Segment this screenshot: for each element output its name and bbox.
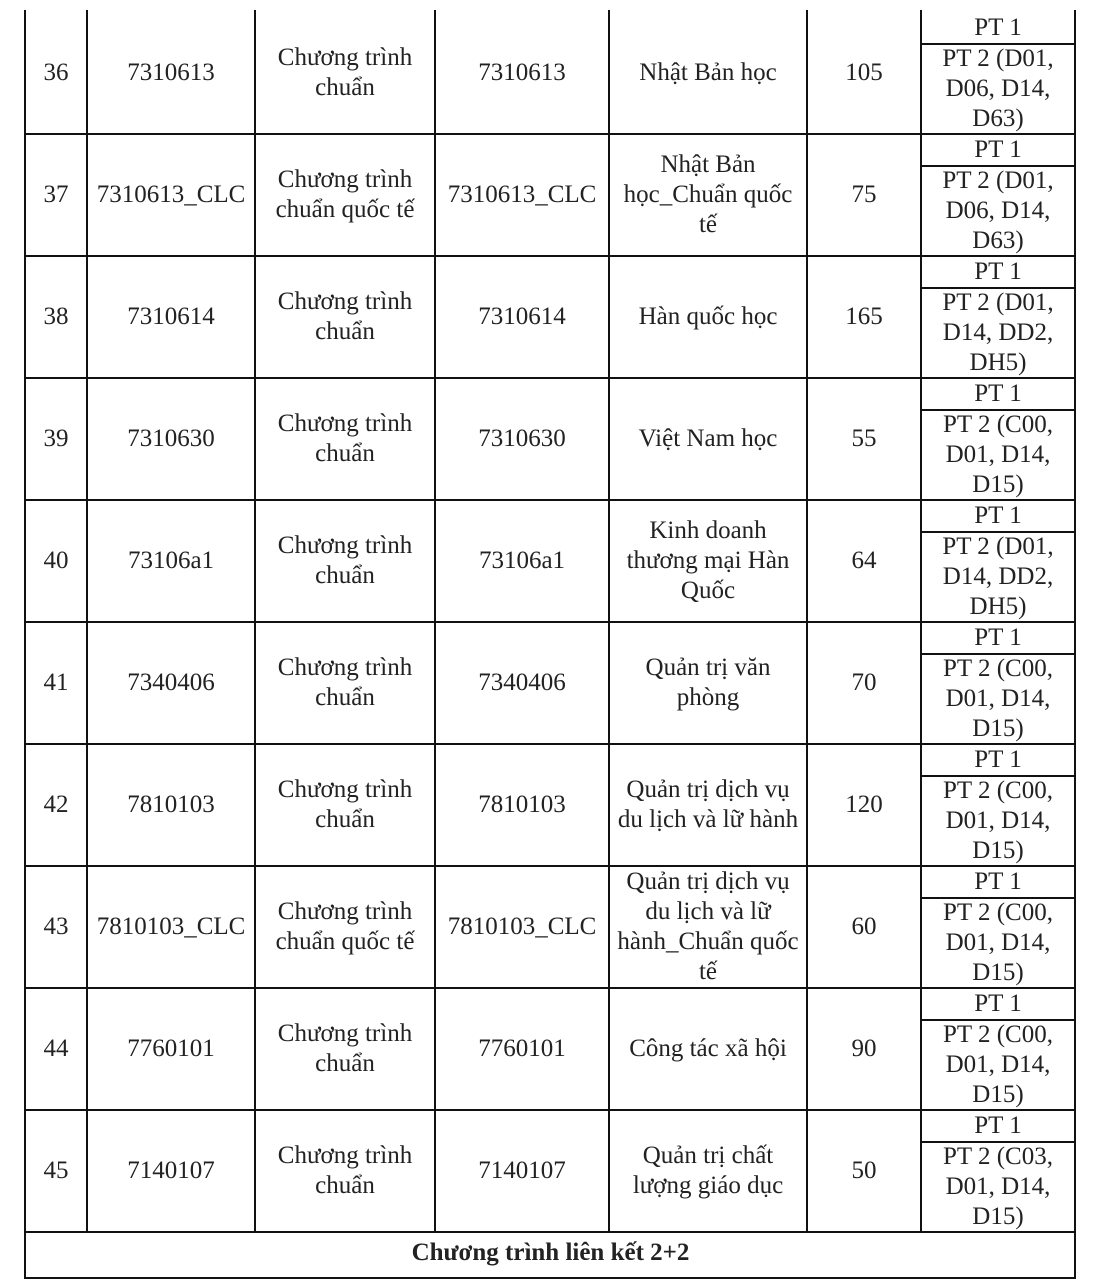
method-pt1: PT 1 — [974, 135, 1022, 163]
major-name: Việt Nam học — [638, 425, 778, 452]
admission-code: 7810103 — [127, 791, 215, 818]
pt-divider — [921, 165, 1075, 167]
row-number: 36 — [43, 59, 69, 86]
program-type: Chương trình chuẩn — [277, 1142, 413, 1199]
row-number: 44 — [43, 1035, 69, 1062]
pt-divider — [921, 409, 1075, 411]
program-type: Chương trình chuẩn — [277, 44, 413, 101]
pt-divider — [921, 653, 1075, 655]
quota: 55 — [851, 425, 877, 452]
admission-code: 7310630 — [127, 425, 215, 452]
major-name: Quản trị dịch vụ du lịch và lữ hành — [617, 776, 799, 833]
quota: 50 — [851, 1157, 877, 1184]
major-name: Kinh doanh thương mại Hàn Quốc — [626, 517, 790, 604]
method-pt1: PT 1 — [974, 13, 1022, 41]
quota: 60 — [851, 913, 877, 940]
method-pt2: PT 2 (D01, D06, D14, D63) — [942, 166, 1054, 254]
pt-divider — [921, 531, 1075, 533]
quota: 105 — [845, 59, 883, 86]
major-code: 7340406 — [478, 669, 566, 696]
table-bottom-border — [25, 1277, 1075, 1279]
quota: 165 — [845, 303, 883, 330]
admission-code: 7310613 — [127, 59, 215, 86]
program-type: Chương trình chuẩn — [277, 410, 413, 467]
program-type: Chương trình chuẩn — [277, 288, 413, 345]
method-pt2: PT 2 (C00, D01, D14, D15) — [943, 776, 1053, 864]
major-code: 7310613_CLC — [447, 181, 597, 208]
pt-divider — [921, 775, 1075, 777]
admission-code: 7140107 — [127, 1157, 215, 1184]
admission-code: 7340406 — [127, 669, 215, 696]
pt-divider — [921, 43, 1075, 45]
row-number: 40 — [43, 547, 69, 574]
program-type: Chương trình chuẩn — [277, 654, 413, 711]
column-border — [24, 10, 26, 1279]
column-border — [86, 10, 88, 1232]
method-pt2: PT 2 (D01, D14, DD2, DH5) — [942, 288, 1054, 376]
pt-divider — [921, 287, 1075, 289]
method-pt1: PT 1 — [974, 989, 1022, 1017]
major-code: 7310614 — [478, 303, 566, 330]
column-border — [920, 10, 922, 1232]
major-name: Quản trị dịch vụ du lịch và lữ hành_Chuẩn quốc tế — [617, 868, 799, 985]
quota: 70 — [851, 669, 877, 696]
major-code: 7140107 — [478, 1157, 566, 1184]
method-pt1: PT 1 — [974, 379, 1022, 407]
program-type: Chương trình chuẩn — [277, 532, 413, 589]
major-code: 7760101 — [478, 1035, 566, 1062]
row-border — [25, 1231, 1075, 1233]
row-number: 45 — [43, 1157, 69, 1184]
method-pt2: PT 2 (D01, D06, D14, D63) — [942, 44, 1054, 132]
method-pt1: PT 1 — [974, 501, 1022, 529]
method-pt2: PT 2 (C00, D01, D14, D15) — [943, 898, 1053, 986]
section-title-linkage-program: Chương trình liên kết 2+2 — [411, 1239, 690, 1266]
column-border — [254, 10, 256, 1232]
major-name: Nhật Bản học_Chuẩn quốc tế — [623, 151, 793, 238]
program-type: Chương trình chuẩn — [277, 776, 413, 833]
admission-code: 7310614 — [127, 303, 215, 330]
major-code: 73106a1 — [478, 547, 566, 574]
method-pt1: PT 1 — [974, 1111, 1022, 1139]
program-type: Chương trình chuẩn quốc tế — [275, 166, 415, 223]
quota: 120 — [845, 791, 883, 818]
major-name: Nhật Bản học — [639, 59, 777, 86]
major-name: Hàn quốc học — [638, 303, 778, 330]
method-pt2: PT 2 (C00, D01, D14, D15) — [943, 410, 1053, 498]
method-pt2: PT 2 (C00, D01, D14, D15) — [943, 1020, 1053, 1108]
major-code: 7310613 — [478, 59, 566, 86]
pt-divider — [921, 1019, 1075, 1021]
quota: 64 — [851, 547, 877, 574]
row-number: 38 — [43, 303, 69, 330]
column-border — [1074, 10, 1076, 1279]
column-border — [434, 10, 436, 1232]
major-code: 7810103 — [478, 791, 566, 818]
quota: 75 — [851, 181, 877, 208]
method-pt2: PT 2 (C03, D01, D14, D15) — [943, 1142, 1053, 1230]
program-type: Chương trình chuẩn — [277, 1020, 413, 1077]
major-name: Quản trị văn phòng — [645, 654, 771, 711]
method-pt2: PT 2 (C00, D01, D14, D15) — [943, 654, 1053, 742]
row-number: 42 — [43, 791, 69, 818]
admission-code: 7760101 — [127, 1035, 215, 1062]
row-number: 39 — [43, 425, 69, 452]
pt-divider — [921, 1141, 1075, 1143]
row-number: 43 — [43, 913, 69, 940]
method-pt2: PT 2 (D01, D14, DD2, DH5) — [942, 532, 1054, 620]
method-pt1: PT 1 — [974, 745, 1022, 773]
method-pt1: PT 1 — [974, 623, 1022, 651]
quota: 90 — [851, 1035, 877, 1062]
major-name: Quản trị chất lượng giáo dục — [632, 1142, 784, 1199]
program-type: Chương trình chuẩn quốc tế — [275, 898, 415, 955]
admission-code: 7310613_CLC — [96, 181, 246, 208]
major-name: Công tác xã hội — [629, 1035, 787, 1062]
column-border — [608, 10, 610, 1232]
column-border — [806, 10, 808, 1232]
admission-code: 7810103_CLC — [96, 913, 246, 940]
method-pt1: PT 1 — [974, 867, 1022, 895]
admission-code: 73106a1 — [127, 547, 215, 574]
row-number: 37 — [43, 181, 69, 208]
pt-divider — [921, 897, 1075, 899]
major-code: 7310630 — [478, 425, 566, 452]
row-number: 41 — [43, 669, 69, 696]
method-pt1: PT 1 — [974, 257, 1022, 285]
major-code: 7810103_CLC — [447, 913, 597, 940]
